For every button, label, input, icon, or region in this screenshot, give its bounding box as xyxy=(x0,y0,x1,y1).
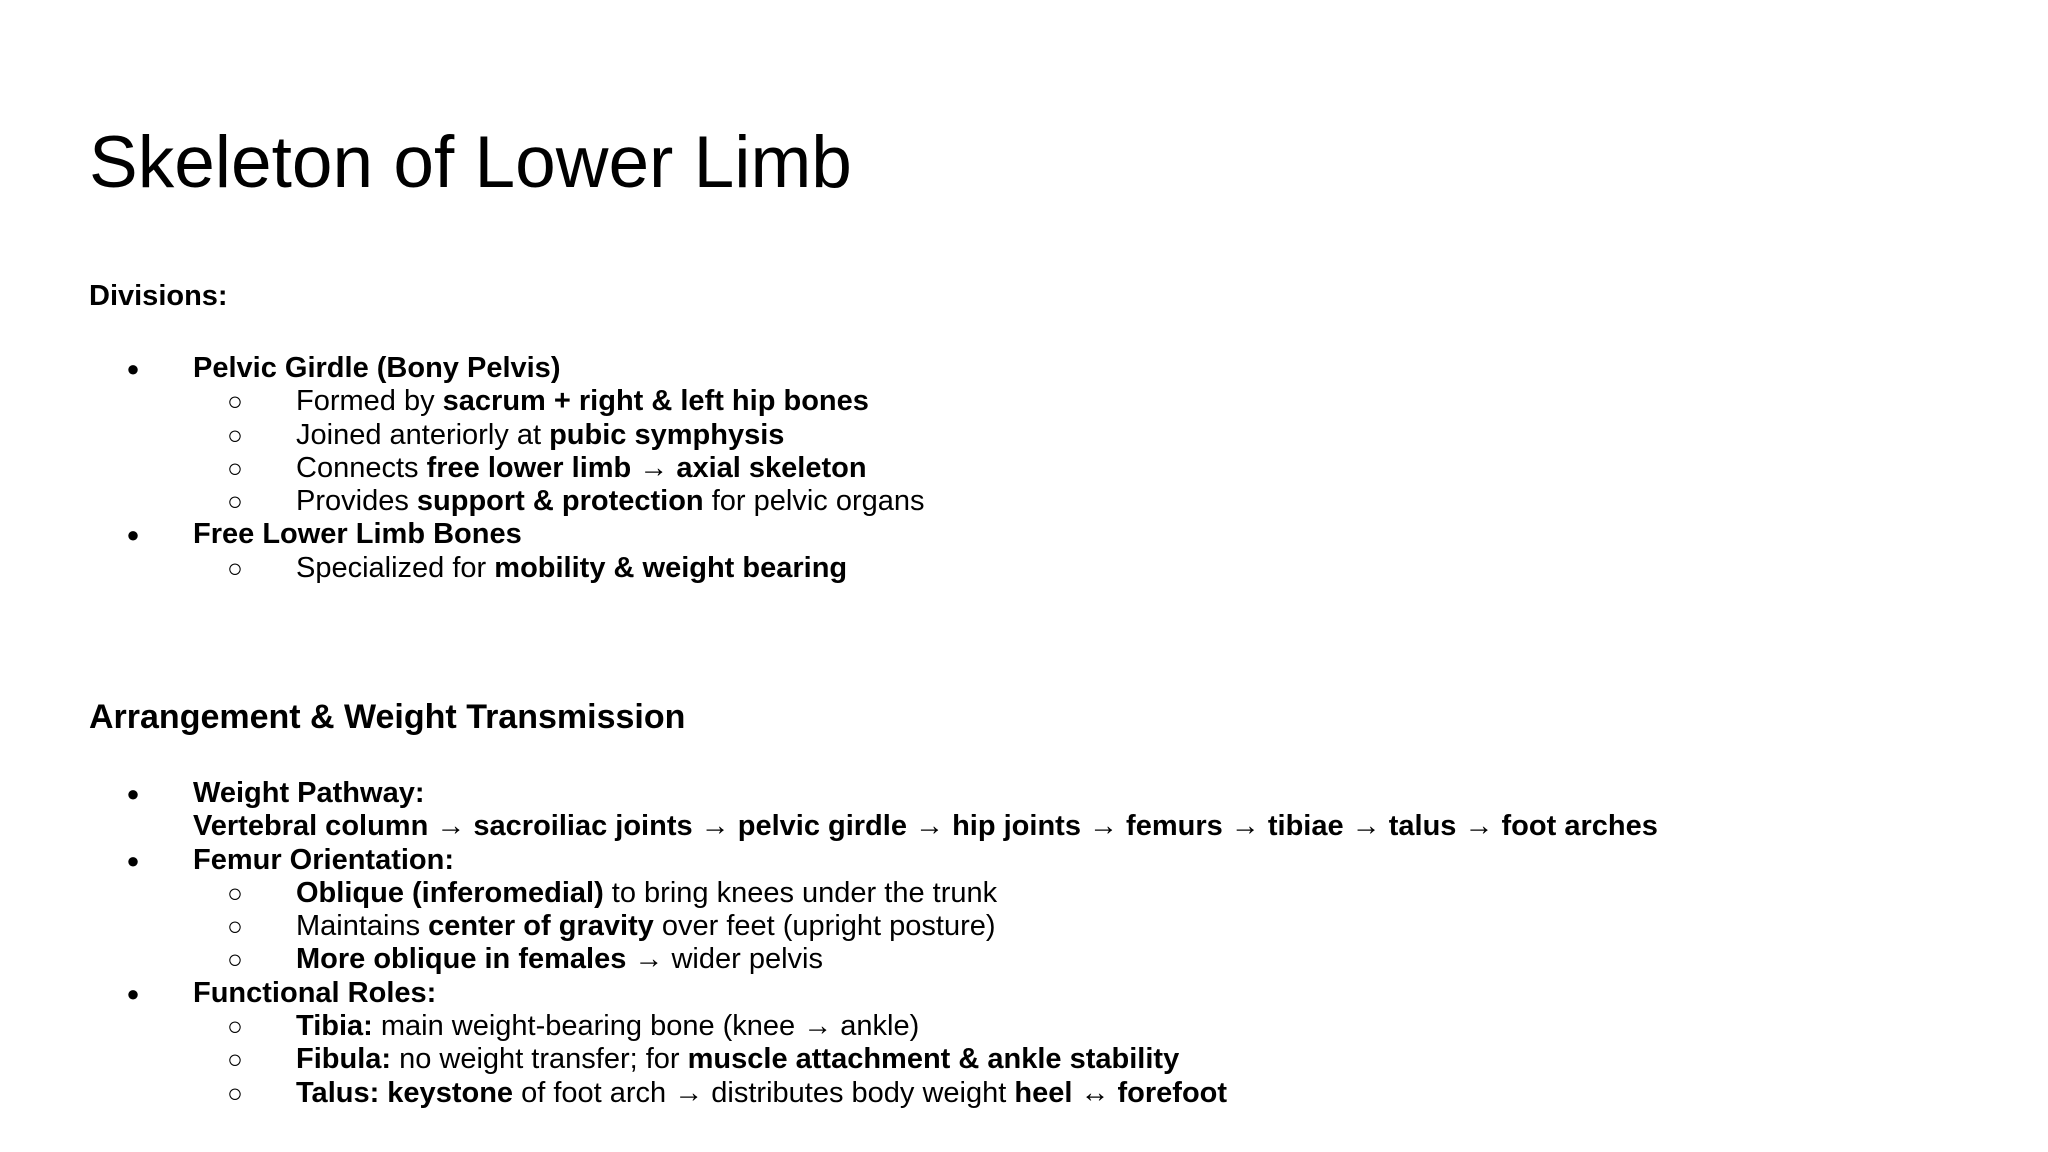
page-title: Skeleton of Lower Limb xyxy=(89,122,852,203)
bullet-hollow-icon: ○ xyxy=(227,486,243,517)
bullet-hollow-icon: ○ xyxy=(227,1011,243,1042)
free-limb-label: Free Lower Limb Bones xyxy=(193,518,522,551)
bullet-filled-icon: ● xyxy=(126,847,140,873)
pelvic-girdle-label: Pelvic Girdle (Bony Pelvis) xyxy=(193,352,561,384)
bullet-filled-icon: ● xyxy=(126,522,140,548)
bullet-hollow-icon: ○ xyxy=(227,877,243,908)
weight-pathway-detail: Vertebral column → sacroiliac joints → pelvic girdle → hip joints → femurs → tibiae → talus → foot arches xyxy=(193,810,1658,843)
bullet-filled-icon: ● xyxy=(126,781,140,806)
weight-pathway-label: Weight Pathway: xyxy=(193,777,425,809)
arrangement-heading: Arrangement & Weight Transmission xyxy=(89,698,686,736)
bullet-hollow-icon: ○ xyxy=(227,944,243,975)
bullet-hollow-icon: ○ xyxy=(227,552,243,583)
bullet-filled-icon: ● xyxy=(126,356,140,381)
bullet-hollow-icon: ○ xyxy=(227,452,243,483)
bullet-hollow-icon: ○ xyxy=(227,1044,243,1075)
divisions-label: Divisions: xyxy=(89,280,228,312)
bullet-hollow-icon: ○ xyxy=(227,419,243,450)
slide: Skeleton of Lower Limb Divisions: ● Pelvic Girdle (Bony Pelvis) ○ Formed by sacrum + right & left hip bones ○ Joined anteriorly at pubic symphysis ○ Connects free lower limb → axial skeleton ○ Provides support & protection for pelvic organs ● Free Lower Limb Bones ○ Specialized for mobility & weight bearing Arrangement & Weight Transmission ● Weight Pathway: Vertebral column → sacroiliac joints → pelvic girdle → hip joints → femurs → tibiae → talus → foot arches ● Femur Orientation: ○ Oblique (inferomedial) to bring knees under the trunk ○ Maintains center of gravity over feet (upright posture) ○ More oblique in females → wider pelvis ● Functional Roles: ○ Tibia: main weight-bearing bone (knee → ankle) ○ Fibula: no weight transfer; for muscle attachment & ankle stability ○ Talus: keystone of foot arch → distributes body weight heel ↔ forefoot xyxy=(0,0,2048,1152)
bullet-hollow-icon: ○ xyxy=(227,386,243,417)
femur-orientation-label: Femur Orientation: xyxy=(193,843,455,876)
bullet-filled-icon: ● xyxy=(126,980,140,1006)
functional-roles-label: Functional Roles: xyxy=(193,976,437,1009)
bullet-hollow-icon: ○ xyxy=(227,911,243,942)
bullet-hollow-icon: ○ xyxy=(227,1077,243,1108)
